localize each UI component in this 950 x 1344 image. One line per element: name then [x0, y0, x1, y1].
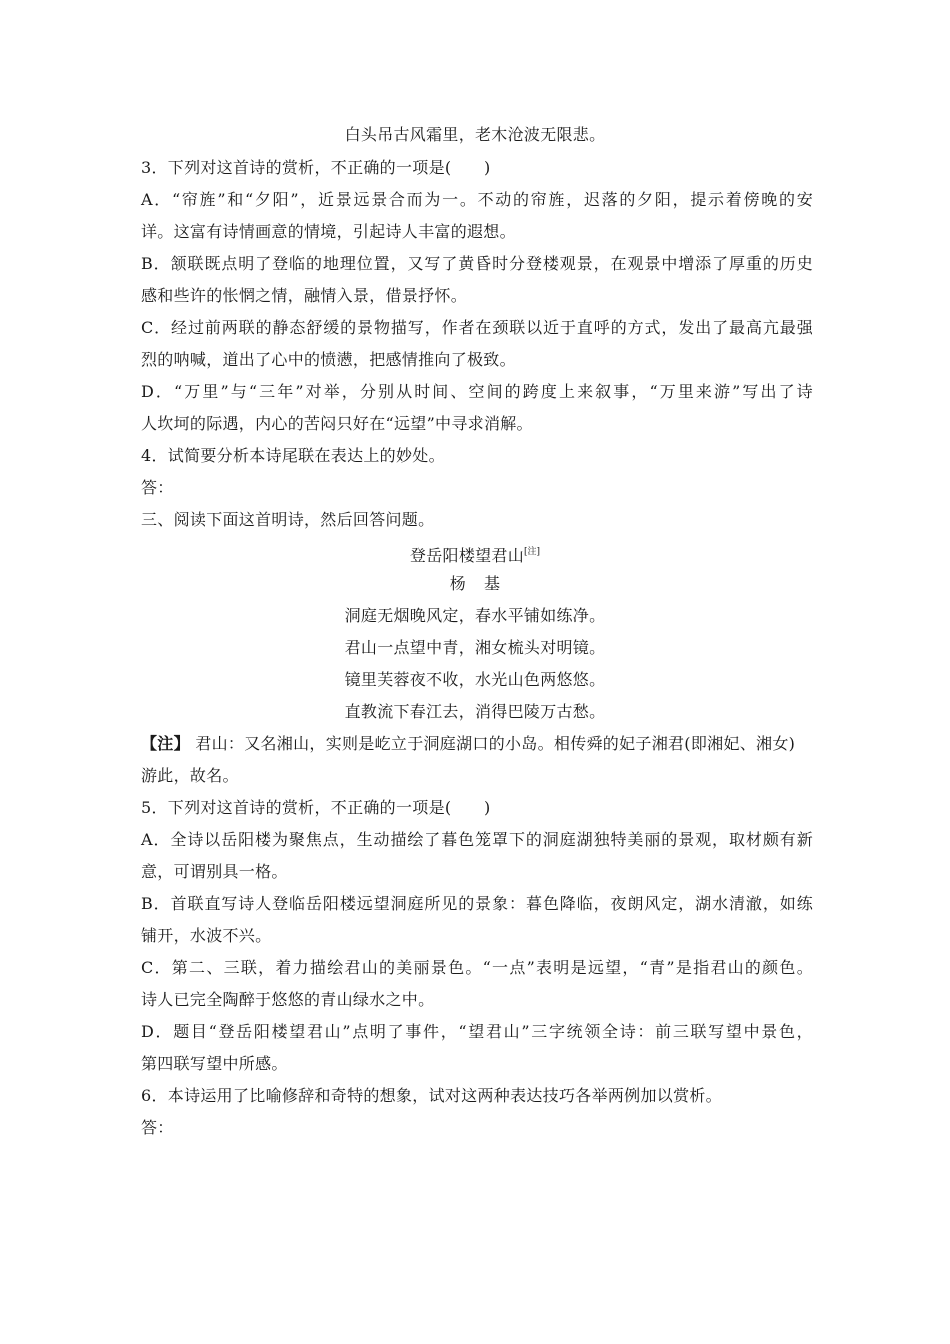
question-3-option-a-line-2: 详。这富有诗情画意的情境，引起诗人丰富的遐想。: [141, 222, 516, 241]
poem-title-text: 登岳阳楼望君山: [409, 546, 525, 565]
question-5-option-c-line-2: 诗人已完全陶醉于悠悠的青山绿水之中。: [141, 990, 435, 1009]
question-6-stem: 6．本诗运用了比喻修辞和奇特的想象，试对这两种表达技巧各举两例加以赏析。: [141, 1086, 722, 1105]
question-4-stem: 4．试简要分析本诗尾联在表达上的妙处。: [141, 446, 445, 465]
annotation-label: 【注】: [141, 734, 190, 753]
question-3-option-d-line-1: D．“万里”与“三年”对举，分别从时间、空间的跨度上来叙事，“万里来游”写出了诗: [141, 382, 813, 401]
poem-line-2: 君山一点望中青，湘女梳头对明镜。: [344, 638, 606, 657]
question-5-option-d-line-2: 第四联写望中所感。: [141, 1054, 288, 1073]
poem-author: [0, 574, 950, 594]
annotation-text-line-1: 君山：又名湘山，实则是屹立于洞庭湖口的小岛。相传舜的妃子湘君(即湘妃、湘女): [195, 734, 796, 753]
question-6-answer-label: 答：: [141, 1118, 174, 1137]
section-3-heading: 三、阅读下面这首明诗，然后回答问题。: [141, 510, 435, 529]
previous-poem-last-line: 白头吊古风霜里，老木沧波无限悲。: [344, 125, 606, 144]
question-5-option-a-line-2: 意，可谓别具一格。: [141, 862, 288, 881]
question-3-stem: 3．下列对这首诗的赏析，不正确的一项是( ): [141, 158, 491, 177]
question-5-option-b-line-2: 铺开，水波不兴。: [141, 926, 272, 945]
poem-author-given-name: 基: [484, 574, 501, 593]
question-3-option-c-line-2: 烈的呐喊，道出了心中的愤懑，把感情推向了极致。: [141, 350, 516, 369]
question-5-stem: 5．下列对这首诗的赏析，不正确的一项是( ): [141, 798, 491, 817]
question-3-option-c-line-1: C．经过前两联的静态舒缓的景物描写，作者在颈联以近于直呼的方式，发出了最高亢最强: [141, 318, 813, 337]
poem-line-4: 直教流下春江去，消得巴陵万古愁。: [344, 702, 606, 721]
question-3-option-b-line-2: 感和些许的怅惘之情，融情入景，借景抒怀。: [141, 286, 468, 305]
question-3-option-b-line-1: B．颔联既点明了登临的地理位置，又写了黄昏时分登楼观景，在观景中增添了厚重的历史: [141, 254, 813, 273]
poem-title-note-marker: [注]: [524, 547, 541, 557]
question-5-option-b-line-1: B．首联直写诗人登临岳阳楼远望洞庭所见的景象：暮色降临，夜朗风定，湖水清澈，如练: [141, 894, 813, 913]
question-4-answer-label: 答：: [141, 478, 174, 497]
question-3-option-a-line-1: A．“帘旌”和“夕阳”，近景远景合而为一。不动的帘旌，迟落的夕阳，提示着傍晚的安: [141, 190, 813, 209]
poem-line-1: 洞庭无烟晚风定，春水平铺如练净。: [344, 606, 606, 625]
question-5-option-d-line-1: D．题目“登岳阳楼望君山”点明了事件，“望君山”三字统领全诗：前三联写望中景色，: [141, 1022, 813, 1041]
question-5-option-c-line-1: C．第二、三联，着力描绘君山的美丽景色。“一点”表明是远望，“青”是指君山的颜色。: [141, 958, 813, 977]
annotation-line-2: 游此，故名。: [141, 766, 239, 785]
poem-line-3: 镜里芙蓉夜不收，水光山色两悠悠。: [344, 670, 606, 689]
question-3-option-d-line-2: 人坎坷的际遇，内心的苦闷只好在“远望”中寻求消解。: [141, 414, 533, 433]
poem-title: [0, 542, 950, 566]
annotation-line-1: [141, 734, 813, 754]
poem-author-surname: 杨: [449, 574, 466, 593]
question-5-option-a-line-1: A．全诗以岳阳楼为聚焦点，生动描绘了暮色笼罩下的洞庭湖独特美丽的景观，取材颇有新: [141, 830, 813, 849]
